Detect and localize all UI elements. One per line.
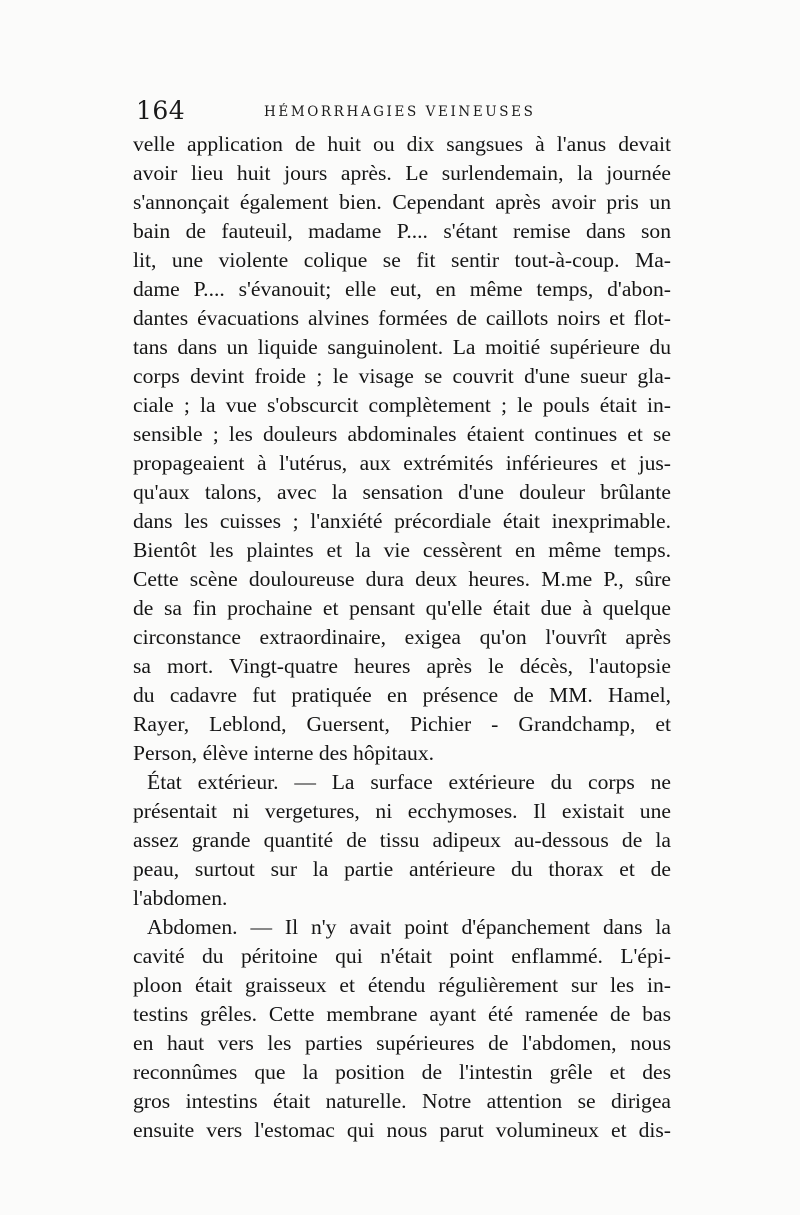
text-line: lit, une violente colique se fit sentir tout-à-coup. Ma- bbox=[133, 248, 671, 272]
text-line: cavité du péritoine qui n'était point enflammé. L'épi- bbox=[133, 944, 671, 968]
running-title: HÉMORRHAGIES VEINEUSES bbox=[264, 104, 536, 120]
text-line: de sa fin prochaine et pensant qu'elle était due à quelque bbox=[133, 596, 671, 620]
text-line: avoir lieu huit jours après. Le surlendemain, la journée bbox=[133, 161, 671, 185]
text-line: ploon était graisseux et étendu régulièrement sur les in- bbox=[133, 973, 671, 997]
text-line: propageaient à l'utérus, aux extrémités inférieures et jus- bbox=[133, 451, 671, 475]
text-line: dame P.... s'évanouit; elle eut, en même temps, d'abon- bbox=[133, 277, 671, 301]
text-line: s'annonçait également bien. Cependant après avoir pris un bbox=[133, 190, 671, 214]
text-line: en haut vers les parties supérieures de l'abdomen, nous bbox=[133, 1031, 671, 1055]
text-line: circonstance extraordinaire, exigea qu'on l'ouvrît après bbox=[133, 625, 671, 649]
text-line: velle application de huit ou dix sangsues à l'anus devait bbox=[133, 132, 671, 156]
text-line: Rayer, Leblond, Guersent, Pichier - Grandchamp, et bbox=[133, 712, 671, 736]
text-line: ciale ; la vue s'obscurcit complètement ; le pouls était in- bbox=[133, 393, 671, 417]
text-line: présentait ni vergetures, ni ecchymoses. Il existait une bbox=[133, 799, 671, 823]
text-line: du cadavre fut pratiquée en présence de MM. Hamel, bbox=[133, 683, 671, 707]
page-header bbox=[136, 96, 676, 126]
body-text bbox=[133, 130, 671, 1145]
text-line: Bientôt les plaintes et la vie cessèrent en même temps. bbox=[133, 538, 671, 562]
text-line: qu'aux talons, avec la sensation d'une douleur brûlante bbox=[133, 480, 671, 504]
text-line: testins grêles. Cette membrane ayant été ramenée de bas bbox=[133, 1002, 671, 1026]
text-line: ensuite vers l'estomac qui nous parut volumineux et dis- bbox=[133, 1118, 671, 1142]
text-line: sensible ; les douleurs abdominales étaient continues et se bbox=[133, 422, 671, 446]
text-line: assez grande quantité de tissu adipeux au-dessous de la bbox=[133, 828, 671, 852]
text-line: reconnûmes que la position de l'intestin grêle et des bbox=[133, 1060, 671, 1084]
text-line: tans dans un liquide sanguinolent. La moitié supérieure du bbox=[133, 335, 671, 359]
page-number: 164 bbox=[136, 96, 186, 125]
text-line: dans les cuisses ; l'anxiété précordiale était inexprimable. bbox=[133, 509, 671, 533]
text-line: peau, surtout sur la partie antérieure du thorax et de bbox=[133, 857, 671, 881]
text-line: l'abdomen. bbox=[133, 886, 228, 910]
text-line: bain de fauteuil, madame P.... s'étant remise dans son bbox=[133, 219, 671, 243]
text-line: Person, élève interne des hôpitaux. bbox=[133, 741, 435, 765]
text-line: sa mort. Vingt-quatre heures après le décès, l'autopsie bbox=[133, 654, 671, 678]
text-line: Abdomen. — Il n'y avait point d'épanchement dans la bbox=[147, 915, 671, 939]
text-line: corps devint froide ; le visage se couvrit d'une sueur gla- bbox=[133, 364, 671, 388]
text-line: dantes évacuations alvines formées de caillots noirs et flot- bbox=[133, 306, 671, 330]
text-line: gros intestins était naturelle. Notre attention se dirigea bbox=[133, 1089, 671, 1113]
text-line: Cette scène douloureuse dura deux heures. M.me P., sûre bbox=[133, 567, 671, 591]
text-line: État extérieur. — La surface extérieure du corps ne bbox=[147, 770, 671, 794]
